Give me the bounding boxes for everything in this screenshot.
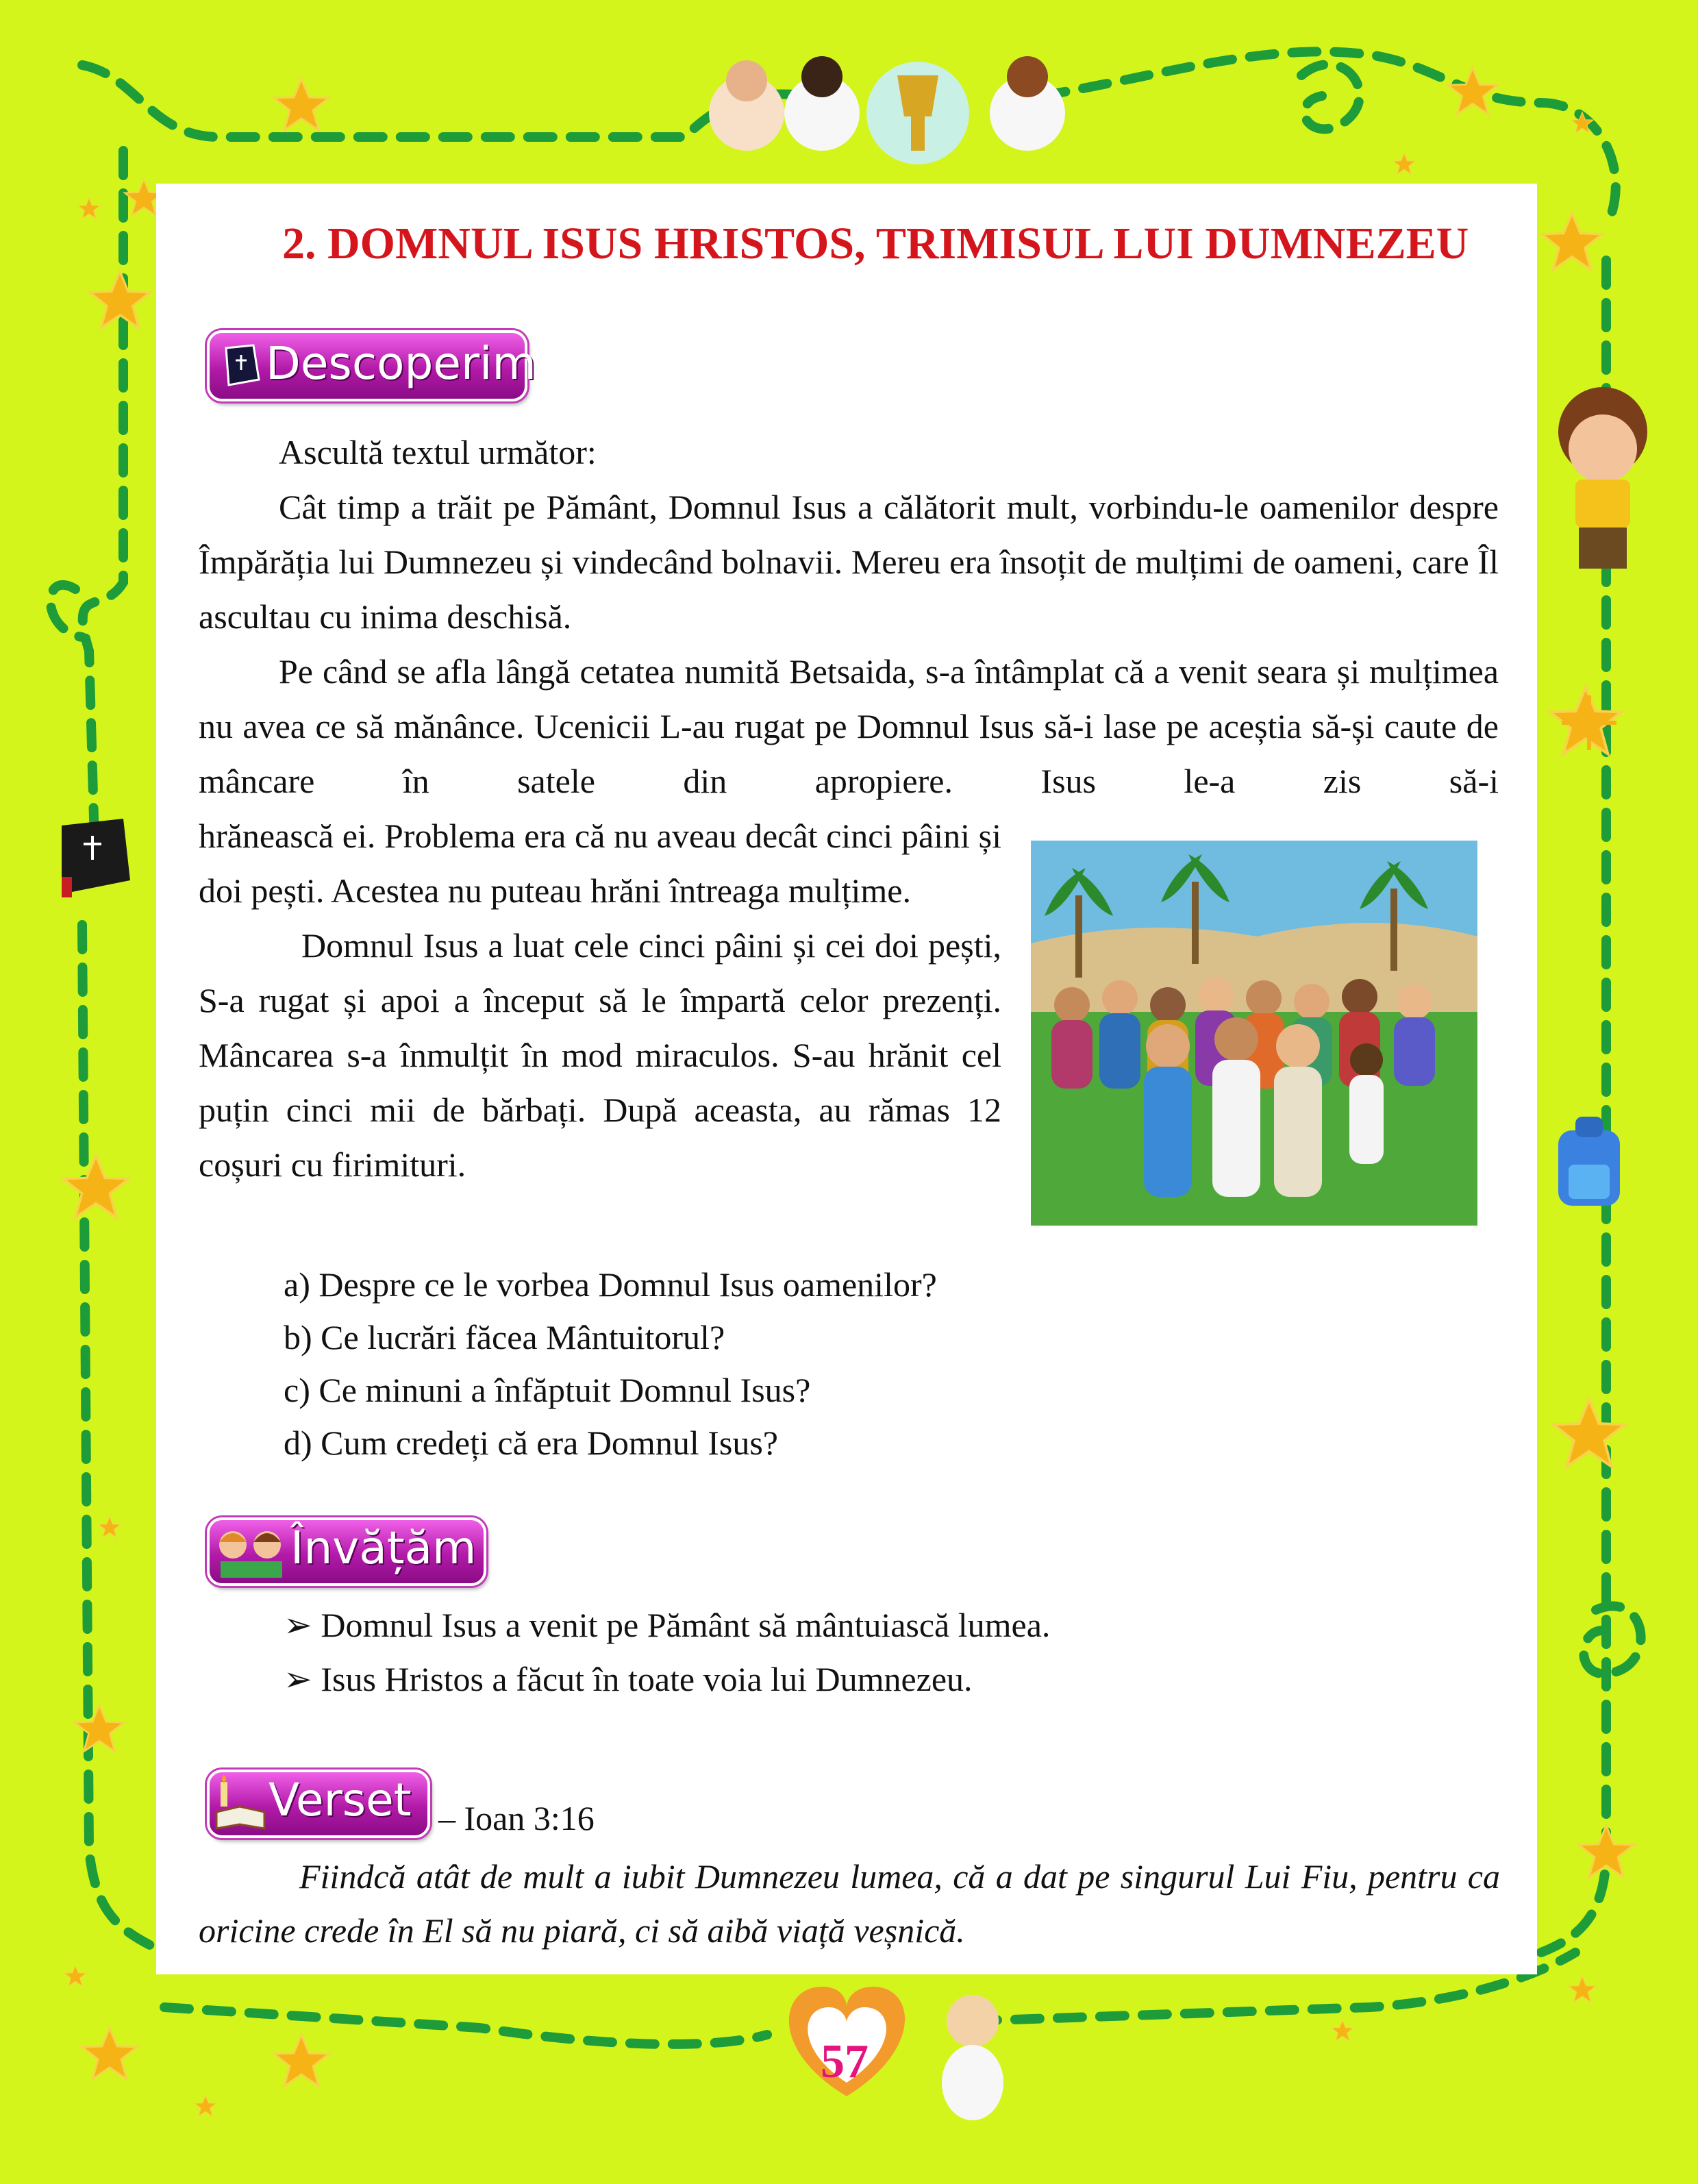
question-c: c) Ce minuni a înfăptuit Domnul Isus? [284, 1371, 811, 1409]
verse-text-block [199, 1850, 1500, 1958]
bible-icon [221, 343, 263, 388]
dashed-line-left [82, 151, 164, 1952]
question-a: a) Despre ce le vorbea Domnul Isus oamenilor? [284, 1265, 937, 1304]
angel-bottom-decoration [942, 1995, 1003, 2120]
question-d: d) Cum credeți că era Domnul Isus? [284, 1424, 778, 1462]
dashed-loop-left [51, 585, 82, 637]
verse-reference: – Ioan 3:16 [438, 1799, 595, 1837]
story-paragraph-3: Domnul Isus a luat cele cinci pâini și cei doi pești, S-a rugat și apoi a început să le împartă celor prezenți. Mâncarea s-a înmulțit în mod miraculos. S-au hrănit cel puțin cinci mii de bărbați. După aceasta, au rămas 12 coșuri cu firimituri. [199, 926, 1001, 1184]
section-label-verset: Verset [269, 1774, 412, 1826]
story-paragraph-1: Cât timp a trăit pe Pământ, Domnul Isus a călătorit mult, vorbindu-le oamenilor despre Împărăția lui Dumnezeu și vindecând bolnavii. Mereu era însoțit de mulțimi de oameni, care Îl ascultau cu inima deschisă. [199, 488, 1499, 636]
crowd-illustration [1031, 841, 1477, 1226]
section-badge-verset [207, 1770, 430, 1838]
story-paragraph-2-continued: hrănească ei. Problema era că nu aveau decât cinci pâini și doi pești. Acestea nu puteau hrăni întreaga mulțime. [199, 817, 1001, 910]
story-paragraph-2: Pe când se afla lângă cetatea numită Betsaida, s-a întâmplat că a venit seara și mulțimea nu avea ce să mănânce. Ucenicii L-au rugat pe Domnul Isus să-i lase pe aceștia să-și caute de mâncare în satele din apropiere. Isus le-a zis să-i [199, 652, 1499, 800]
angels-and-chalice-decoration [709, 56, 1065, 164]
bible-decoration [62, 819, 130, 897]
candle-book-icon [214, 1775, 269, 1833]
verse-text: Fiindcă atât de mult a iubit Dumnezeu lumea, că a dat pe singurul Lui Fiu, pentru ca oricine crede în El să nu piară, ci să aibă viață veșnică. [199, 1857, 1500, 1950]
question-b: b) Ce lucrări făcea Mântuitorul? [284, 1318, 725, 1356]
boy-decoration [1558, 387, 1647, 569]
questions-list [284, 1258, 937, 1469]
learn-item: ➢ Isus Hristos a făcut în toate voia lui Dumnezeu. [284, 1660, 973, 1698]
section-badge-invatam [207, 1517, 486, 1586]
story-text [199, 425, 1499, 808]
dashed-loop-top-right [1301, 64, 1360, 129]
children-reading-icon [214, 1526, 289, 1580]
dashed-line-top [82, 65, 808, 137]
learn-list [284, 1598, 1050, 1707]
section-label-invatam: Învățăm [290, 1522, 477, 1574]
page-title: 2. DOMNUL ISUS HRISTOS, TRIMISUL LUI DUMNEZEU [282, 219, 1469, 269]
section-badge-descoperim [207, 330, 536, 401]
story-intro: Ascultă textul următor: [279, 433, 597, 471]
section-label-descoperim: Descoperim [266, 337, 536, 390]
dashed-loop-right [1584, 1606, 1640, 1674]
page-number: 57 [821, 2035, 869, 2088]
learn-item: ➢ Domnul Isus a venit pe Pământ să mântuiască lumea. [284, 1606, 1051, 1644]
story-text-narrow [199, 808, 1001, 1192]
